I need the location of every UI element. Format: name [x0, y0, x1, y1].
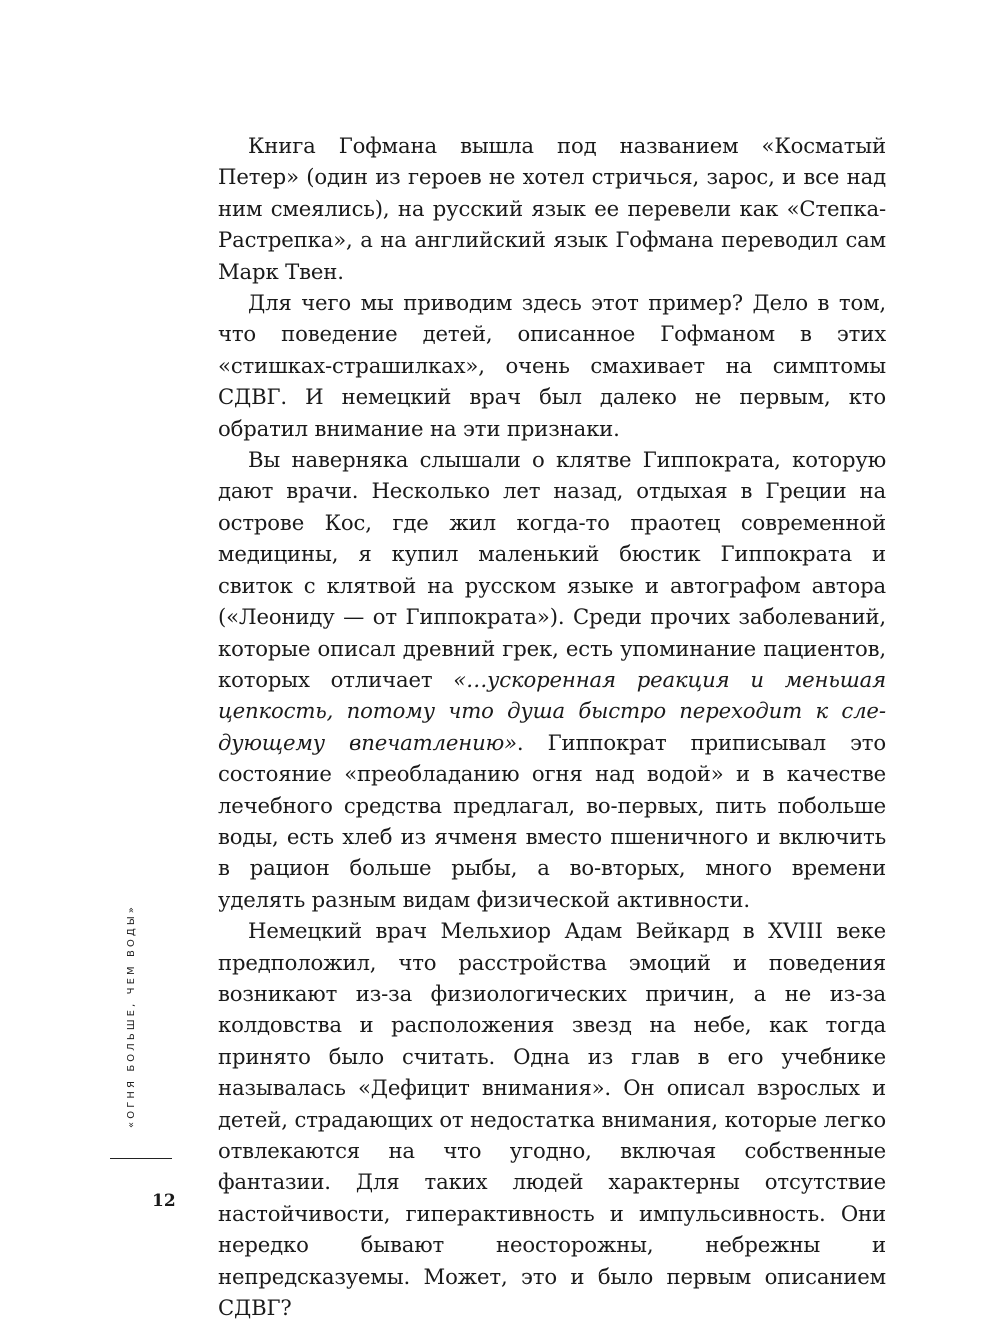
running-title: «ОГНЯ БОЛЬШЕ, ЧЕМ ВОДЫ» — [126, 904, 137, 1128]
page-number: 12 — [152, 1191, 176, 1211]
body-text — [218, 130, 886, 1323]
paragraph-hippocrates-outro: . Гиппократ приписывал это состояние «преобладанию огня над водой» и в качестве лечебного средства предлагал, во-первых, пить побольше воды, есть хлеб из ячменя вместо пшеничного и включить в рацион больше рыбы, а во-вторых, много времени уделять разным видам физической активности. — [218, 729, 886, 912]
paragraph-weikard: Немецкий врач Мельхиор Адам Вейкард в XVIII веке предположил, что расстройства эмоций и поведения возникают из-за физиологических причин, а не из-за колдовства и расположения звезд на небе, как тогда принято было считать. Одна из глав в его учебнике называлась «Дефицит внимания». Он описал взрослых и детей, страдающих от недостатка внимания, которые легко отвлекаются на что угодно, включая собственные фантазии. Для таких людей характерны отсутствие настойчивости, гиперактивность и импульсивность. Они нередко бывают неосторожны, небрежны и непредсказуемы. Может, это и было первым описанием СДВГ? — [218, 918, 886, 1321]
hippocrates-quote: «…ускоренная реакция и меньшая цепкость, потому что душа быстро переходит к следующему впечатлению» — [218, 666, 886, 755]
footer-rule — [110, 1158, 172, 1159]
paragraph-hippocrates-intro: Вы наверняка слышали о клятве Гиппократа, которую дают врачи. Несколько лет назад, отдыхая в Греции на острове Кос, где жил когда-то праотец современной медицины, я купил маленький бюстик Гиппократа и свиток с клятвой на русском языке и автографом автора («Леониду — от Гиппократа»). Среди прочих заболеваний, которые описал древний грек, есть упоминание пациентов, которых отличает — [218, 447, 886, 692]
paragraph-why-example: Для чего мы приводим здесь этот пример? Дело в том, что поведение детей, описанное Гофманом в этих «стишках-страшилках», очень смахивает на симптомы СДВГ. И немецкий врач был далеко не первым, кто обратил внимание на эти признаки. — [218, 290, 886, 441]
paragraph-hippocrates — [218, 444, 886, 915]
paragraph-hoffmann-book: Книга Гофмана вышла под названием «Косматый Петер» (один из героев не хотел стричься, зарос, и все над ним смеялись), на русский язык ее перевели как «Степка-Растрепка», а на английский язык Гофмана переводил сам Марк Твен. — [218, 133, 886, 284]
